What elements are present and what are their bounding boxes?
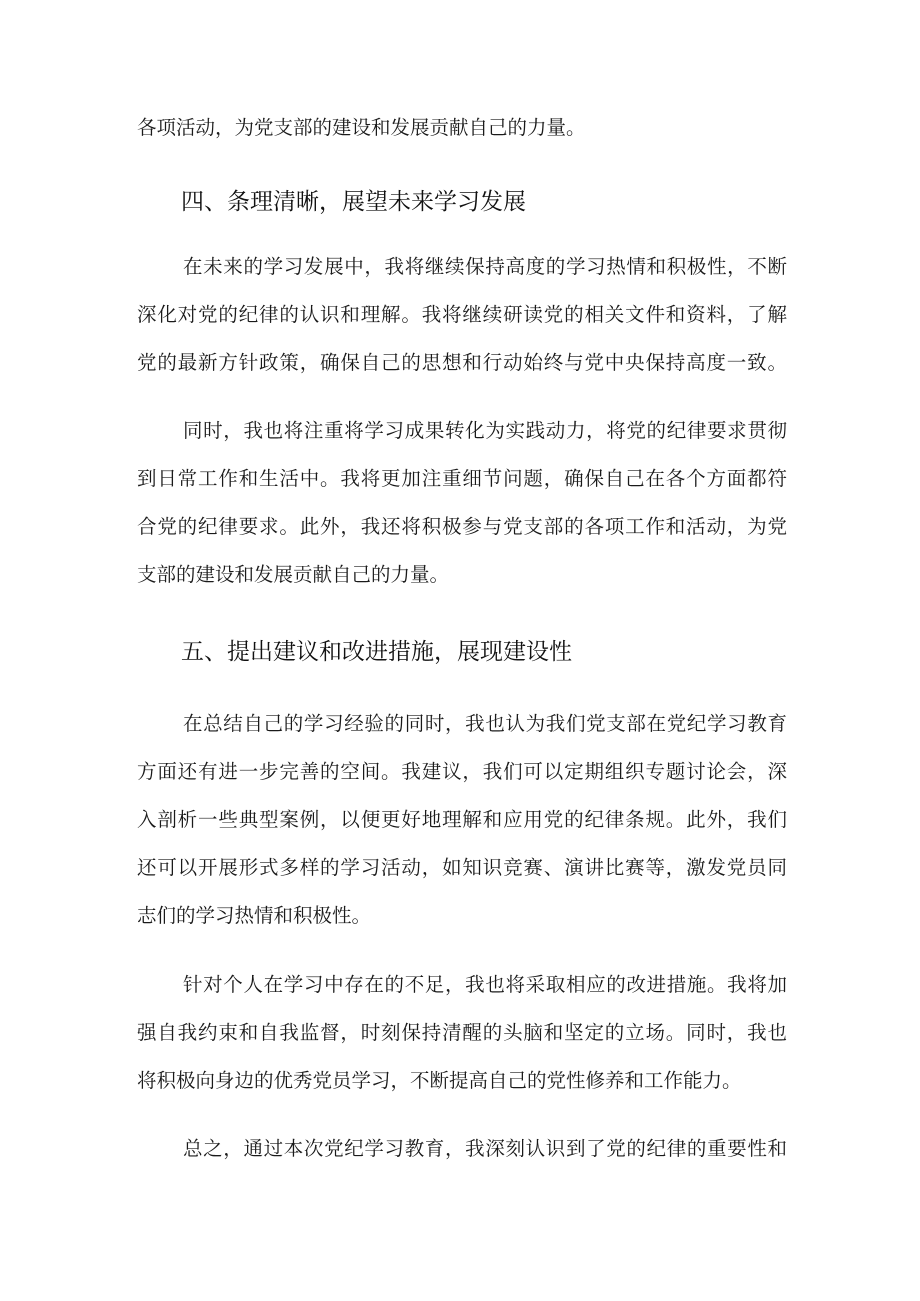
paragraph-line: 到日常工作和生活中。我将更加注重细节问题，确保自己在各个方面都符: [137, 467, 787, 490]
paragraph-line: 总之，通过本次党纪学习教育，我深刻认识到了党的纪律的重要性和: [183, 1137, 787, 1160]
paragraph-line: 在总结自己的学习经验的同时，我也认为我们党支部在党纪学习教育: [183, 712, 787, 735]
paragraph-line: 针对个人在学习中存在的不足，我也将采取相应的改进措施。我将加: [183, 973, 787, 996]
section-heading-4: 四、条理清晰，展望未来学习发展: [181, 189, 526, 215]
paragraph-line: 合党的纪律要求。此外，我还将积极参与党支部的各项工作和活动，为党: [137, 515, 787, 538]
paragraph-line: 各项活动，为党支部的建设和发展贡献自己的力量。: [137, 116, 586, 139]
paragraph-line: 支部的建设和发展贡献自己的力量。: [137, 563, 450, 586]
paragraph-line: 党的最新方针政策，确保自己的思想和行动始终与党中央保持高度一致。: [137, 351, 787, 374]
section-heading-5: 五、提出建议和改进措施，展现建设性: [181, 639, 572, 665]
paragraph-line: 将积极向身边的优秀党员学习，不断提高自己的党性修养和工作能力。: [137, 1069, 742, 1092]
paragraph-line: 在未来的学习发展中，我将继续保持高度的学习热情和积极性，不断: [183, 255, 787, 278]
paragraph-line: 强自我约束和自我监督，时刻保持清醒的头脑和坚定的立场。同时，我也: [137, 1021, 787, 1044]
paragraph-line: 还可以开展形式多样的学习活动，如知识竞赛、演讲比赛等，激发党员同: [137, 856, 787, 879]
paragraph-line: 深化对党的纪律的认识和理解。我将继续研读党的相关文件和资料，了解: [137, 303, 787, 326]
paragraph-line: 入剖析一些典型案例，以便更好地理解和应用党的纪律条规。此外，我们: [137, 808, 787, 831]
paragraph-line: 同时，我也将注重将学习成果转化为实践动力，将党的纪律要求贯彻: [183, 419, 787, 442]
paragraph-line: 志们的学习热情和积极性。: [137, 904, 372, 927]
paragraph-line: 方面还有进一步完善的空间。我建议，我们可以定期组织专题讨论会，深: [137, 760, 787, 783]
